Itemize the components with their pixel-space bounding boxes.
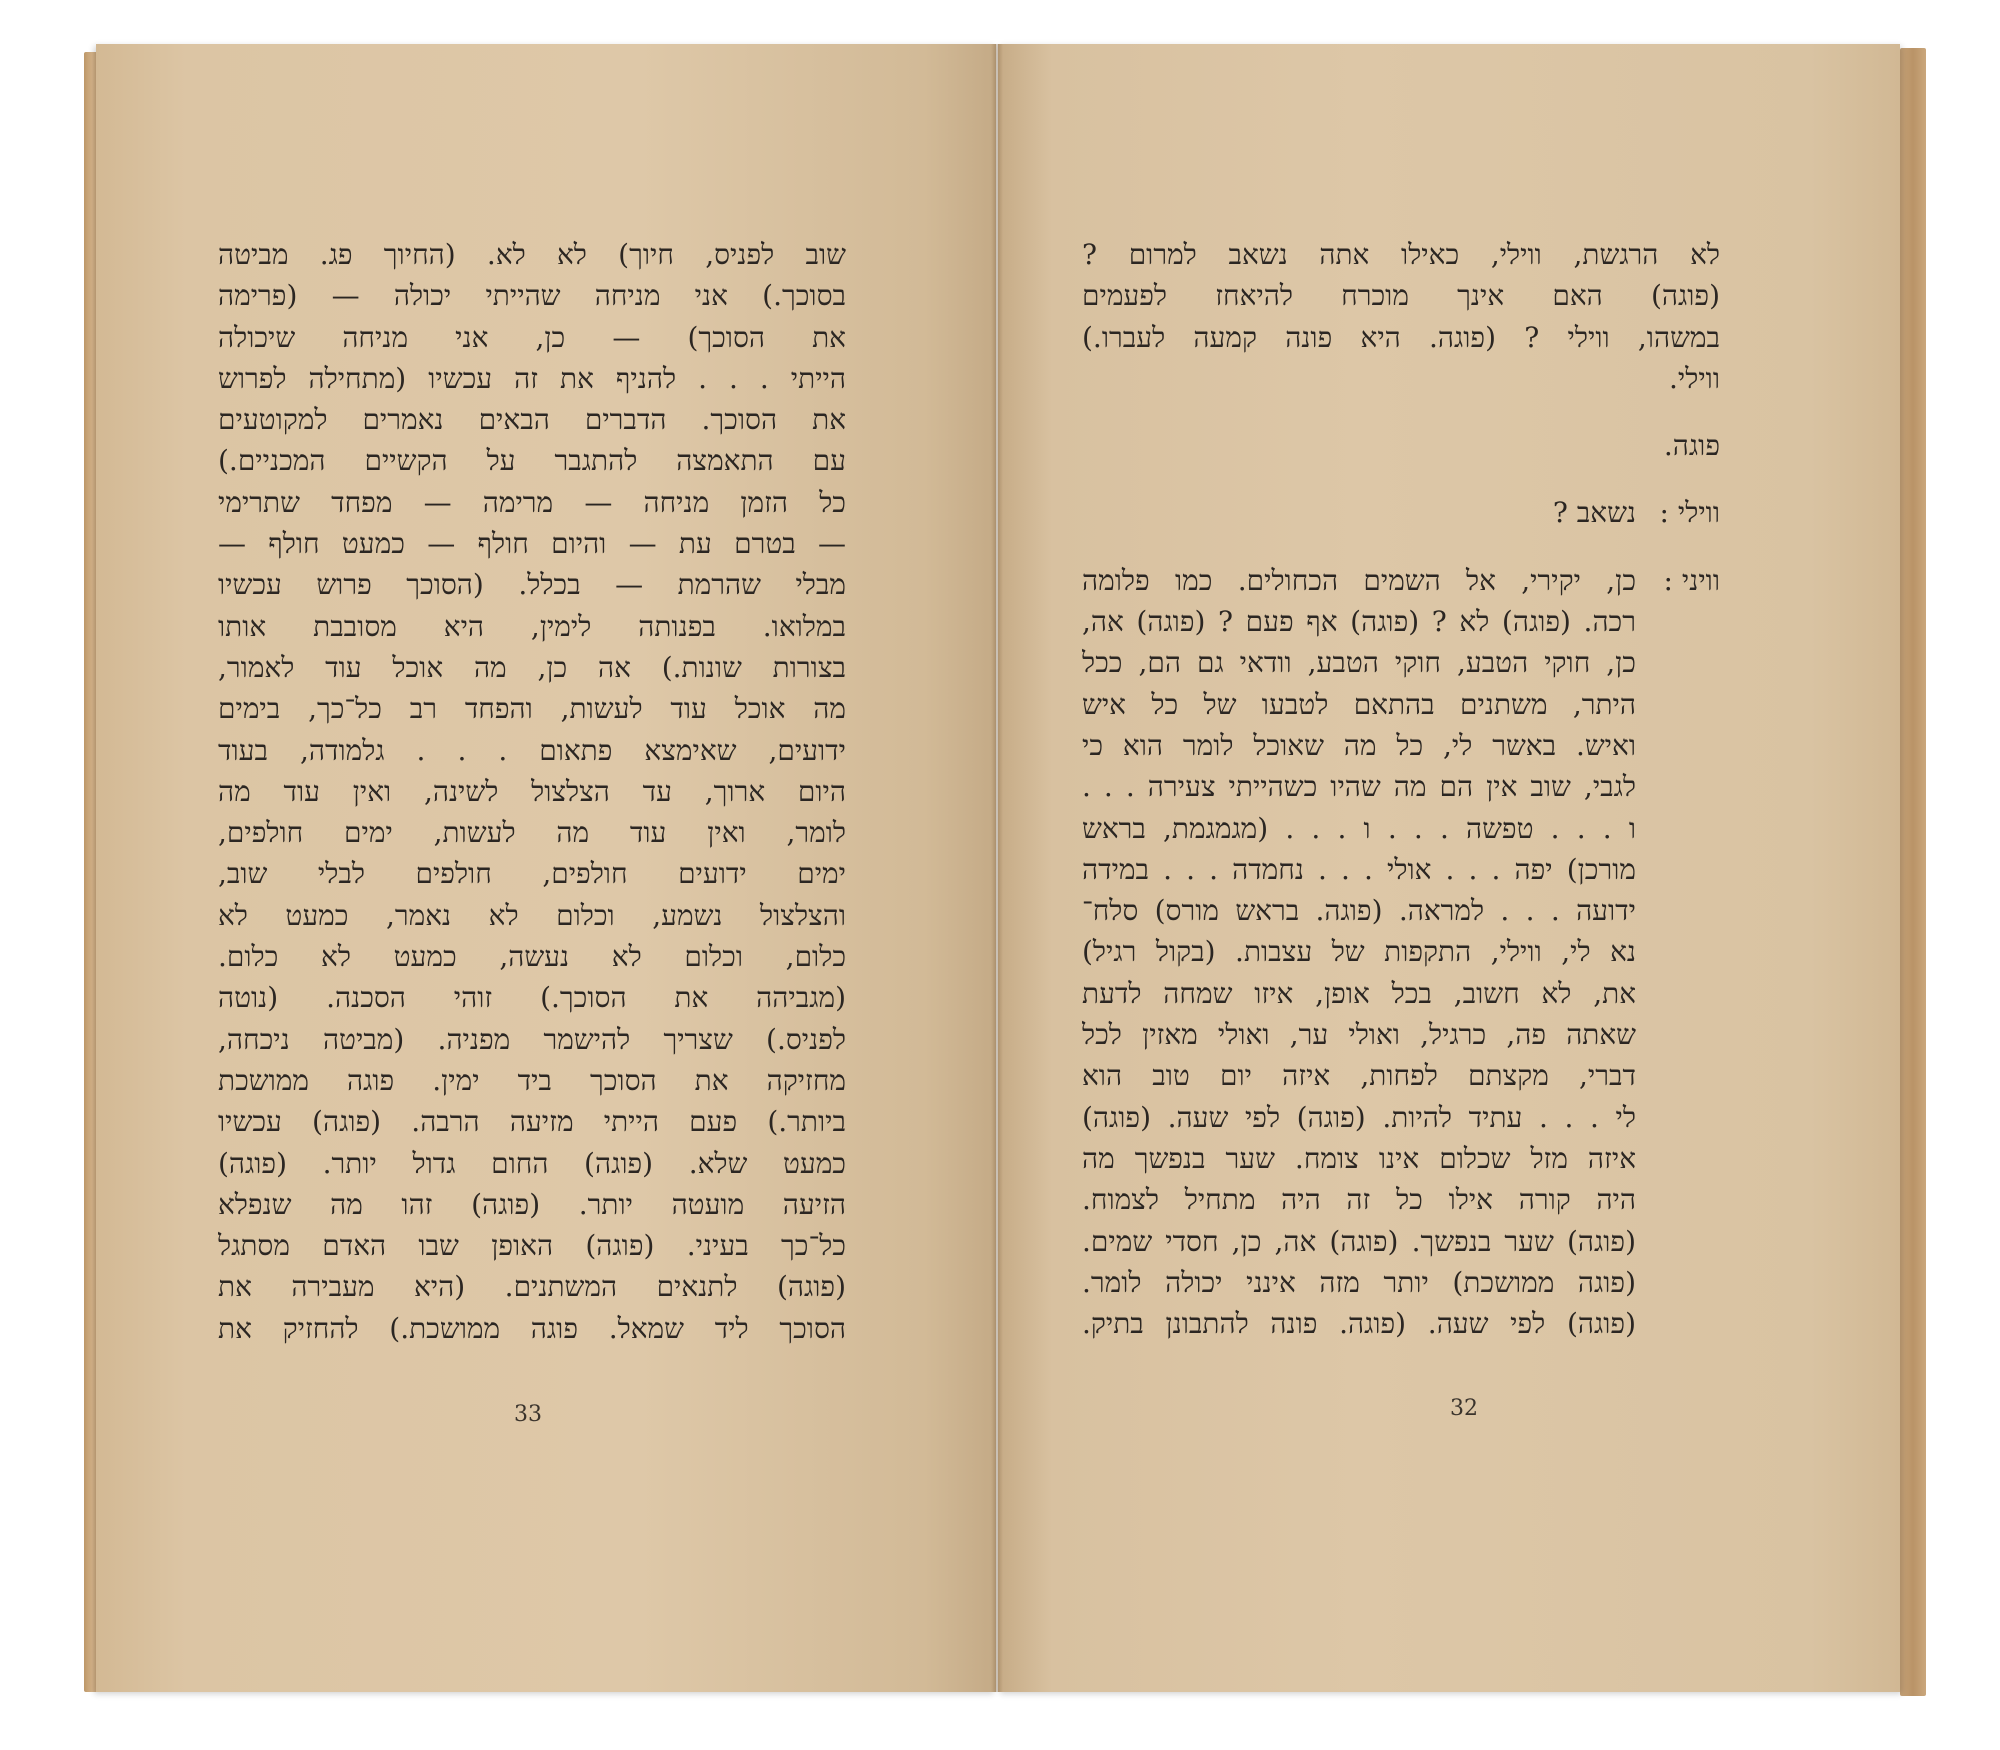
text-line: הזיעה מועטה יותר. (פוגה) זהו מה שנפלא (218, 1187, 846, 1221)
text-line: ידועים, שאימצא פתאום . . . גלמודה, בעוד (218, 733, 846, 767)
text-line: בסוכך.) אני מניחה שהייתי יכולה — (פרימה (218, 279, 846, 313)
text-line: מחזיקה את הסוכך ביד ימין. פוגה ממושכת (218, 1063, 846, 1097)
text-line: במלואו. בפנותה לימין, היא מסובבת אותו (218, 609, 846, 643)
text-line: שאתה פה, כרגיל, ואולי ער, ואולי מאזין לכל (1082, 1018, 1636, 1052)
open-book (78, 44, 1928, 1704)
text-line: איזה מזל שכלום אינו צומח. שער בנפשך מה (1082, 1141, 1636, 1175)
text-line: לא הרגשת, ווילי, כאילו אתה נשאב למרום ? (1082, 238, 1720, 271)
text-line: לומר, ואין עוד מה לעשות, ימים חולפים, (218, 816, 846, 850)
text-line: לפניס.) שצריך להישמר מפניה. (מביטה ניכחה, (218, 1022, 846, 1056)
speech-text (1082, 492, 1636, 533)
text-line: כן, חוקי הטבע, חוקי הטבע, וודאי גם הם, ככל (1082, 646, 1636, 680)
text-line: ו . . . טפשה . . . ו . . . (מגמגמת, בראש (1082, 811, 1636, 845)
text-line: כמעט שלא. (פוגה) החום גדול יותר. (פוגה) (218, 1146, 846, 1180)
text-line: (פוגה) האם אינך מוכרח להיאחז לפעמים (1082, 279, 1720, 313)
text-line: לי . . . עתיד להיות. (פוגה) לפי שעה. (פוגה) (1082, 1100, 1636, 1134)
text-line: כן, יקירי, אל השמים הכחולים. כמו פלומה (1082, 563, 1636, 597)
text-line: בצורות שונות.) אה כן, מה אוכל עוד לאמור, (218, 650, 846, 684)
text-line: (פוגה) לפי שעה. (פוגה. פונה להתבונן בתיק. (1082, 1307, 1636, 1341)
text-line: שוב לפניס, חיוך) לא לא. (החיוך פג. מביטה (218, 238, 846, 271)
text-line: במשהו, ווילי ? (פוגה. היא פונה קמעה לעברו.) (1082, 320, 1720, 354)
page-number-left: 33 (514, 1402, 542, 1427)
text-line: רכה. (פוגה) לא ? (פוגה) אף פעם ? (פוגה) אה, (1082, 605, 1636, 639)
speech-text (1082, 560, 1636, 1345)
text-line: הסוכך ליד שמאל. פוגה ממושכת.) להחזיק את (218, 1311, 846, 1345)
text-line: עם התאמצה להתגבר על הקשיים המכניים.) (218, 444, 846, 478)
text-line: ווילי. (1668, 361, 1720, 395)
text-line: דברי, מקצתם לפחות, איזה יום טוב הוא (1082, 1059, 1636, 1093)
right-page (998, 44, 1900, 1692)
text-line: את הסוכך. הדברים הבאים נאמרים למקוטעים (218, 403, 846, 437)
text-line: — בטרם עת — והיום חולף — כמעט חולף — (218, 527, 846, 561)
text-line: כל־כך בעיני. (פוגה) האופן שבו האדם מסתגל (218, 1229, 846, 1263)
dialogue-exchanges (1082, 492, 1720, 1344)
text-line: מה אוכל עוד לעשות, והפחד רב כל־כך, בימים (218, 692, 846, 726)
book-gutter (991, 44, 1003, 1692)
opening-speech (1082, 234, 1720, 399)
text-line: (פוגה) שער בנפשך. (פוגה) אה, כן, חסדי שמים. (1082, 1224, 1636, 1258)
text-line: נא לי, ווילי, התקפות של עצבות. (בקול רגיל) (1082, 935, 1636, 969)
text-line: ביותר.) פעם הייתי מזיעה הרבה. (פוגה) עכשיו (218, 1105, 846, 1139)
left-page-text (218, 234, 846, 1349)
left-page (96, 44, 996, 1692)
text-line: ואיש. באשר לי, כל מה שאוכל לומר הוא כי (1082, 728, 1636, 762)
text-line: מבלי שהרמת — בכלל. (הסוכך פרוש עכשיו (218, 568, 846, 602)
text-line: (פוגה ממושכת) יותר מזה אינני יכולה לומר. (1082, 1265, 1636, 1299)
speaker-name: וויני : (1663, 563, 1720, 597)
text-line: הייתי . . . להניף את זה עכשיו (מתחילה לפרוש (218, 361, 846, 395)
text-line: נשאב ? (1552, 496, 1636, 530)
text-line: (פוגה) לתנאים המשתנים. (היא מעבירה את (218, 1270, 846, 1304)
text-line: מורכן) יפה . . . אולי . . . נחמדה . . . במידה (1082, 852, 1636, 886)
dialogue-entry (1082, 560, 1720, 1345)
right-page-text (1082, 234, 1720, 1344)
text-line: (מגביהה את הסוכך.) זוהי הסכנה. (נוטה (218, 981, 846, 1015)
text-line: כל הזמן מניחה — מרימה — מפחד שתרימי (218, 485, 846, 519)
text-line: את, לא חשוב, בכל אופן, איזו שמחה לדעת (1082, 976, 1636, 1010)
text-line: היום ארוך, עד הצלצול לשינה, ואין עוד מה (218, 774, 846, 808)
text-line: היתר, משתנים בהתאם לטבעו של כל איש (1082, 687, 1636, 721)
speaker-name: ווילי : (1659, 496, 1720, 530)
text-line: ידועה . . . למראה. (פוגה. בראש מורס) סלח־ (1082, 894, 1636, 928)
text-line: את הסוכך) — כן, אני מניחה שיכולה (218, 320, 846, 354)
dialogue-entry (1082, 492, 1720, 533)
stage-direction-pause: פוגה. (1663, 429, 1720, 463)
text-line: ימים ידועים חולפים, חולפים לבלי שוב, (218, 857, 846, 891)
page-number-right: 32 (1450, 1396, 1478, 1421)
text-line: לגבי, שוב אין הם מה שהיו כשהייתי צעירה . . . (1082, 770, 1636, 804)
text-line: כלום, וכלום לא נעשה, כמעט לא כלום. (218, 940, 846, 974)
text-line: היה קורה אילו כל זה היה מתחיל לצמוח. (1082, 1183, 1636, 1217)
right-page-edges (1900, 48, 1926, 1696)
text-line: והצלצול נשמע, וכלום לא נאמר, כמעט לא (218, 898, 846, 932)
